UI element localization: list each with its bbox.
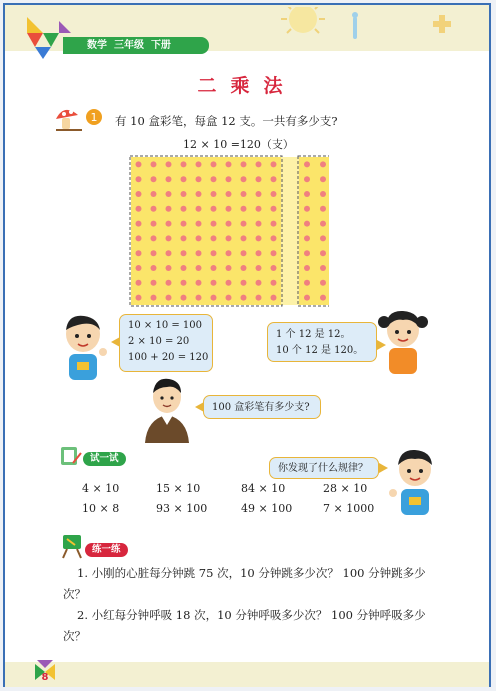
grid-dot (241, 221, 247, 227)
grid-dot (226, 221, 232, 227)
grid-dot (181, 176, 187, 182)
grid-dot (241, 235, 247, 241)
grid-dot (226, 191, 232, 197)
example-mushroom-icon (52, 103, 106, 133)
grid-dot (196, 206, 202, 212)
grid-dot (136, 295, 142, 301)
grid-dot (320, 191, 326, 197)
try-problem: 7 × 1000 (323, 502, 375, 515)
grid-dot (196, 235, 202, 241)
grid-dot (196, 221, 202, 227)
grid-dot (271, 295, 277, 301)
grid-dot (256, 280, 262, 286)
grid-dot (271, 176, 277, 182)
grid-dot (166, 250, 172, 256)
girl-thought-bubble (267, 322, 377, 362)
header-subject: 数学 (87, 40, 107, 51)
grid-dot (256, 235, 262, 241)
header-decoration (241, 7, 481, 51)
grid-dot (241, 191, 247, 197)
teacher-character-icon (141, 377, 193, 445)
try-problem: 10 × 8 (82, 502, 120, 515)
boy-character-icon (59, 312, 109, 384)
grid-dot (136, 280, 142, 286)
boy-thought-bubble (119, 314, 213, 372)
header-term: 下册 (150, 40, 171, 51)
boy2-character-icon (387, 449, 443, 521)
grid-dot (196, 176, 202, 182)
grid-dot (196, 191, 202, 197)
grid-dot (136, 235, 142, 241)
easel-icon (59, 533, 85, 559)
grid-dot (181, 191, 187, 197)
grid-dot (256, 176, 262, 182)
grid-dot (226, 265, 232, 271)
grid-dot (151, 206, 157, 212)
grid-dot (304, 250, 310, 256)
grid-dot (151, 265, 157, 271)
try-it-label: 试一试 (83, 452, 126, 466)
grid-dot (211, 176, 217, 182)
grid-dot (256, 295, 262, 301)
try-problem: 84 × 10 (241, 482, 286, 495)
grid-dot (226, 206, 232, 212)
grid-dot (304, 191, 310, 197)
grid-dot (211, 206, 217, 212)
grid-dot (271, 280, 277, 286)
grid-dot (181, 265, 187, 271)
try-problem: 49 × 100 (241, 502, 293, 515)
grid-dot (211, 221, 217, 227)
grid-dot (166, 161, 172, 167)
grid-dot (241, 250, 247, 256)
grid-dot (304, 206, 310, 212)
bubble-line: 10 × 10 = 100 (128, 320, 203, 331)
grid-dot (304, 280, 310, 286)
example-number: 1 (90, 111, 98, 124)
practice-label: 练一练 (85, 543, 128, 557)
try-problem: 15 × 10 (156, 482, 201, 495)
grid-dot (320, 265, 326, 271)
grid-dot (304, 235, 310, 241)
grid-dot (166, 295, 172, 301)
header-strip (63, 37, 209, 54)
grid-dot (256, 161, 262, 167)
grid-dot (320, 295, 326, 301)
pencil-dot-grid (129, 155, 329, 307)
grid-dot (196, 161, 202, 167)
question-text: 2. 小红每分钟呼吸 18 次，10 分钟呼吸多少次？ 100 分钟呼吸多少次？ (63, 608, 426, 643)
bubble-line: 100 + 20 = 120 (128, 352, 209, 363)
grid-dot (226, 280, 232, 286)
grid-dot (136, 206, 142, 212)
bubble-line: 1 个 12 是 12。 (276, 329, 351, 340)
grid-dot (271, 250, 277, 256)
grid-dot (256, 265, 262, 271)
grid-dot (271, 161, 277, 167)
grid-dot (166, 235, 172, 241)
grid-dot (166, 280, 172, 286)
grid-dot (271, 221, 277, 227)
grid-dot (181, 221, 187, 227)
grid-dot (211, 295, 217, 301)
girl-character-icon (377, 308, 429, 378)
grid-dot (151, 295, 157, 301)
grid-dot (166, 206, 172, 212)
grid-dot (166, 265, 172, 271)
lesson-title: 二乘法 (197, 75, 297, 97)
bubble-line: 10 个 12 是 120。 (276, 345, 364, 356)
grid-dot (181, 295, 187, 301)
grid-dot (226, 235, 232, 241)
grid-dot (136, 250, 142, 256)
grid-dot (211, 191, 217, 197)
grid-dot (256, 250, 262, 256)
page-number: 8 (41, 672, 49, 682)
grid-dot (136, 161, 142, 167)
grid-dot (166, 221, 172, 227)
grid-dot (320, 221, 326, 227)
practice-question-1 (63, 563, 443, 605)
grid-dot (136, 265, 142, 271)
grid-dot (304, 161, 310, 167)
try-problem: 4 × 10 (82, 482, 120, 495)
practice-question-2 (63, 605, 443, 647)
example-formula: 12 × 10 =120（支） (183, 138, 294, 151)
grid-dot (196, 265, 202, 271)
grid-dot (226, 176, 232, 182)
grid-dot (211, 161, 217, 167)
grid-dot (151, 161, 157, 167)
grid-dot (226, 250, 232, 256)
grid-dot (304, 265, 310, 271)
grid-dot (166, 191, 172, 197)
grid-dot (256, 206, 262, 212)
grid-dot (181, 235, 187, 241)
grid-dot (241, 206, 247, 212)
grid-dot (151, 250, 157, 256)
header-grade: 三年级 (113, 40, 144, 51)
bubble-line: 2 × 10 = 20 (128, 336, 190, 347)
boy-question-bubble: 你发现了什么规律？ (269, 457, 379, 479)
grid-dot (320, 235, 326, 241)
grid-dot (151, 176, 157, 182)
grid-dot (181, 206, 187, 212)
grid-dot (320, 280, 326, 286)
tangram-logo-icon (13, 13, 79, 61)
footer-band (5, 662, 489, 687)
question-text: 1. 小刚的心脏每分钟跳 75 次，10 分钟跳多少次？ 100 分钟跳多少次？ (63, 566, 426, 601)
teacher-speech-bubble: 100 盒彩笔有多少支? (203, 395, 321, 419)
try-problem: 28 × 10 (323, 482, 368, 495)
grid-dot (256, 191, 262, 197)
grid-dot (136, 176, 142, 182)
grid-gap-band (281, 157, 299, 305)
grid-dot (241, 161, 247, 167)
grid-dot (136, 221, 142, 227)
grid-dot (226, 161, 232, 167)
grid-dot (151, 191, 157, 197)
page-number-badge (35, 660, 55, 682)
grid-dot (181, 280, 187, 286)
try-problem: 93 × 100 (156, 502, 208, 515)
grid-dot (136, 191, 142, 197)
grid-dot (271, 206, 277, 212)
grid-dot (211, 280, 217, 286)
grid-dot (320, 176, 326, 182)
grid-dot (196, 295, 202, 301)
grid-dot (304, 221, 310, 227)
grid-dot (241, 295, 247, 301)
example-question: 有 10 盒彩笔，每盒 12 支。一共有多少支? (115, 114, 338, 128)
grid-dot (320, 161, 326, 167)
grid-dot (151, 280, 157, 286)
grid-dot (196, 280, 202, 286)
grid-dot (211, 265, 217, 271)
notebook-icon (59, 445, 83, 467)
grid-dot (241, 280, 247, 286)
grid-dot (226, 295, 232, 301)
grid-dot (320, 206, 326, 212)
grid-dot (241, 176, 247, 182)
grid-dot (271, 265, 277, 271)
grid-dot (151, 235, 157, 241)
grid-dot (181, 161, 187, 167)
grid-dot (271, 235, 277, 241)
grid-dot (196, 250, 202, 256)
grid-dot (166, 176, 172, 182)
grid-dot (151, 221, 157, 227)
grid-dot (211, 250, 217, 256)
grid-dot (256, 221, 262, 227)
grid-dot (304, 176, 310, 182)
grid-dot (271, 191, 277, 197)
grid-dot (304, 295, 310, 301)
grid-dot (211, 235, 217, 241)
grid-dot (181, 250, 187, 256)
grid-dot (241, 265, 247, 271)
textbook-page (3, 3, 491, 687)
grid-dot (320, 250, 326, 256)
bubble-tail (111, 337, 120, 347)
